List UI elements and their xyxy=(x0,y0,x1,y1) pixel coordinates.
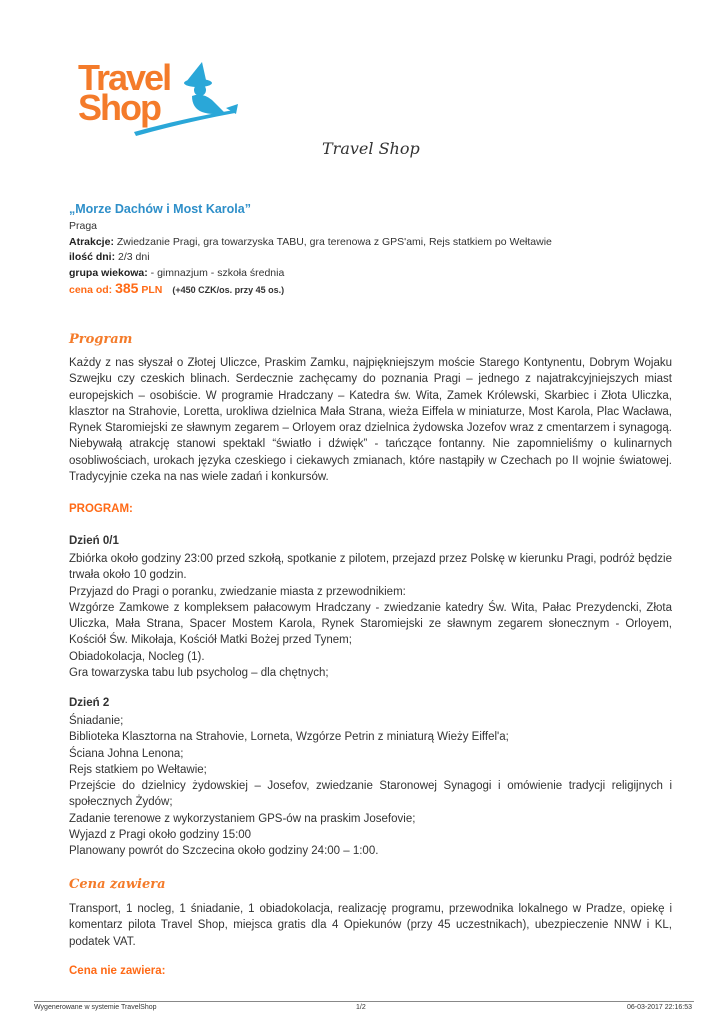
travel-shop-logo xyxy=(74,52,239,140)
tour-city: Praga xyxy=(69,220,98,232)
footer-page-number: 1/2 xyxy=(356,1004,366,1011)
age-value: - gimnazjum - szkoła średnia xyxy=(147,266,285,279)
tour-days xyxy=(69,250,672,266)
day2-line: Wyjazd z Pragi około godziny 15:00 xyxy=(69,829,252,842)
day1-heading: Dzień 0/1 xyxy=(69,535,119,547)
tour-attractions xyxy=(69,235,672,251)
price-currency: PLN xyxy=(138,284,163,296)
day1-line: Gra towarzyska tabu lub psycholog – dla chętnych; xyxy=(69,667,329,680)
footer-divider xyxy=(34,1001,694,1002)
includes-heading: Cena zawiera xyxy=(69,877,166,892)
day1-line: Obiadokolacja, Nocleg (1). xyxy=(69,650,205,663)
program-description: Każdy z nas słyszał o Złotej Uliczce, Praskim Zamku, najpiękniejszym moście Starego Kontynentu, Dobrym Wojaku Szwejku czy czeskich blinach. Serdecznie zachęcamy do poznania Pragi – jednego z najatrakcyjniejszych miast europejskich – osobiście. W programie Hradczany – Katedra św. Wita, Zamek Królewski, Skarbiec i Złota Uliczka, klasztor na Strahovie, Loretta, urokliwa dzielnica Mała Strana, wieża Eiffela w miniaturze, Most Karola, Plac Wacława, Rynek Staromiejski ze sławnym zegarem – Orloyem oraz dzielnica żydowska Jozefov wraz z cmentarzem i synagogą. Niebywałą atrakcję stanowi spektakl “światło i dźwięk” - tańczące fontanny. Nie zapomnieliśmy o kulinarnych osobliwościach, urokach języka czeskiego i ciekawych zmianach, które nastąpiły w Czechach po II wojnie światowej. Tradycyjnie czeka na nas wiele zadań i konkursów. xyxy=(69,357,672,484)
day2-line: Zadanie terenowe z wykorzystaniem GPS-ów na praskim Josefovie; xyxy=(69,812,416,825)
attractions-label: Atrakcje: xyxy=(69,235,114,248)
program-heading: Program xyxy=(69,332,133,347)
day2-heading: Dzień 2 xyxy=(69,697,110,709)
brand-title: Travel Shop xyxy=(322,139,420,158)
days-value: 2/3 dni xyxy=(115,251,150,263)
tour-age-group xyxy=(69,266,672,282)
days-label: ilość dni: xyxy=(69,251,116,263)
day1-line: Wzgórze Zamkowe z kompleksem pałacowym Hradczany - zwiedzanie katedry Św. Wita, Pałac Prezydencki, Złota Uliczka, Mała Strana, Spacer Mostem Karola, Rynek Staromiejski ze sławnym zegarem słonecznym - Orloyem, Kościół Św. Mikołaja, Kościół Matki Bożej przed Tynem; xyxy=(69,601,672,647)
day2-line: Rejs statkiem po Wełtawie; xyxy=(69,763,207,776)
includes-text: Transport, 1 nocleg, 1 śniadanie, 1 obiadokolacja, realizację programu, przewodnika lokalnego w Pradze, opiekę i komentarz pilota Travel Shop, miejsca gratis dla 4 Opiekunów (przy 45 uczestnikach), ubezpieczenie NNW i KL, podatek VAT. xyxy=(69,903,672,948)
price-label: cena od: xyxy=(69,284,116,296)
footer-timestamp: 06-03-2017 22:16:53 xyxy=(627,1004,692,1011)
price-amount: 385 xyxy=(115,280,139,296)
day2-line: Biblioteka Klasztorna na Strahovie, Lorneta, Wzgórze Petrin z miniaturą Wieży Eiffel'a; xyxy=(69,731,509,744)
day2-line: Przejście do dzielnicy żydowskiej – Josefov, zwiedzanie Staronowej Synagogi i omówienie tradycji religijnych i społecznych Żydów; xyxy=(69,780,672,809)
age-label: grupa wiekowa: xyxy=(69,266,148,279)
excludes-heading: Cena nie zawiera: xyxy=(69,965,166,977)
price-extra: (+450 CZK/os. przy 45 os.) xyxy=(172,285,285,295)
logo-text-line1: Travel xyxy=(78,57,171,98)
day1-line: Zbiórka około godziny 23:00 przed szkołą, spotkanie z pilotem, przejazd przez Polskę w kierunku Pragi, podróż będzie trwała około 10 godzin. xyxy=(69,553,672,582)
footer-generated-by: Wygenerowane w systemie TravelShop xyxy=(34,1004,157,1011)
logo-text-line2: Shop xyxy=(78,87,160,128)
attractions-value: Zwiedzanie Pragi, gra towarzyska TABU, gra terenowa z GPS'ami, Rejs statkiem po Wełtawie xyxy=(113,235,552,248)
tour-title: „Morze Dachów i Most Karola” xyxy=(69,202,251,216)
program-caps-heading: PROGRAM: xyxy=(69,503,133,515)
day2-line: Planowany powrót do Szczecina około godziny 24:00 – 1:00. xyxy=(69,845,379,858)
day2-line: Ściana Johna Lenona; xyxy=(69,747,184,760)
day2-content xyxy=(69,713,672,860)
tour-info xyxy=(69,219,672,299)
day1-content xyxy=(69,551,672,681)
day2-line: Śniadanie; xyxy=(69,715,124,727)
tour-price xyxy=(69,281,672,299)
day1-line: Przyjazd do Pragi o poranku, zwiedzanie miasta z przewodnikiem: xyxy=(69,585,406,598)
